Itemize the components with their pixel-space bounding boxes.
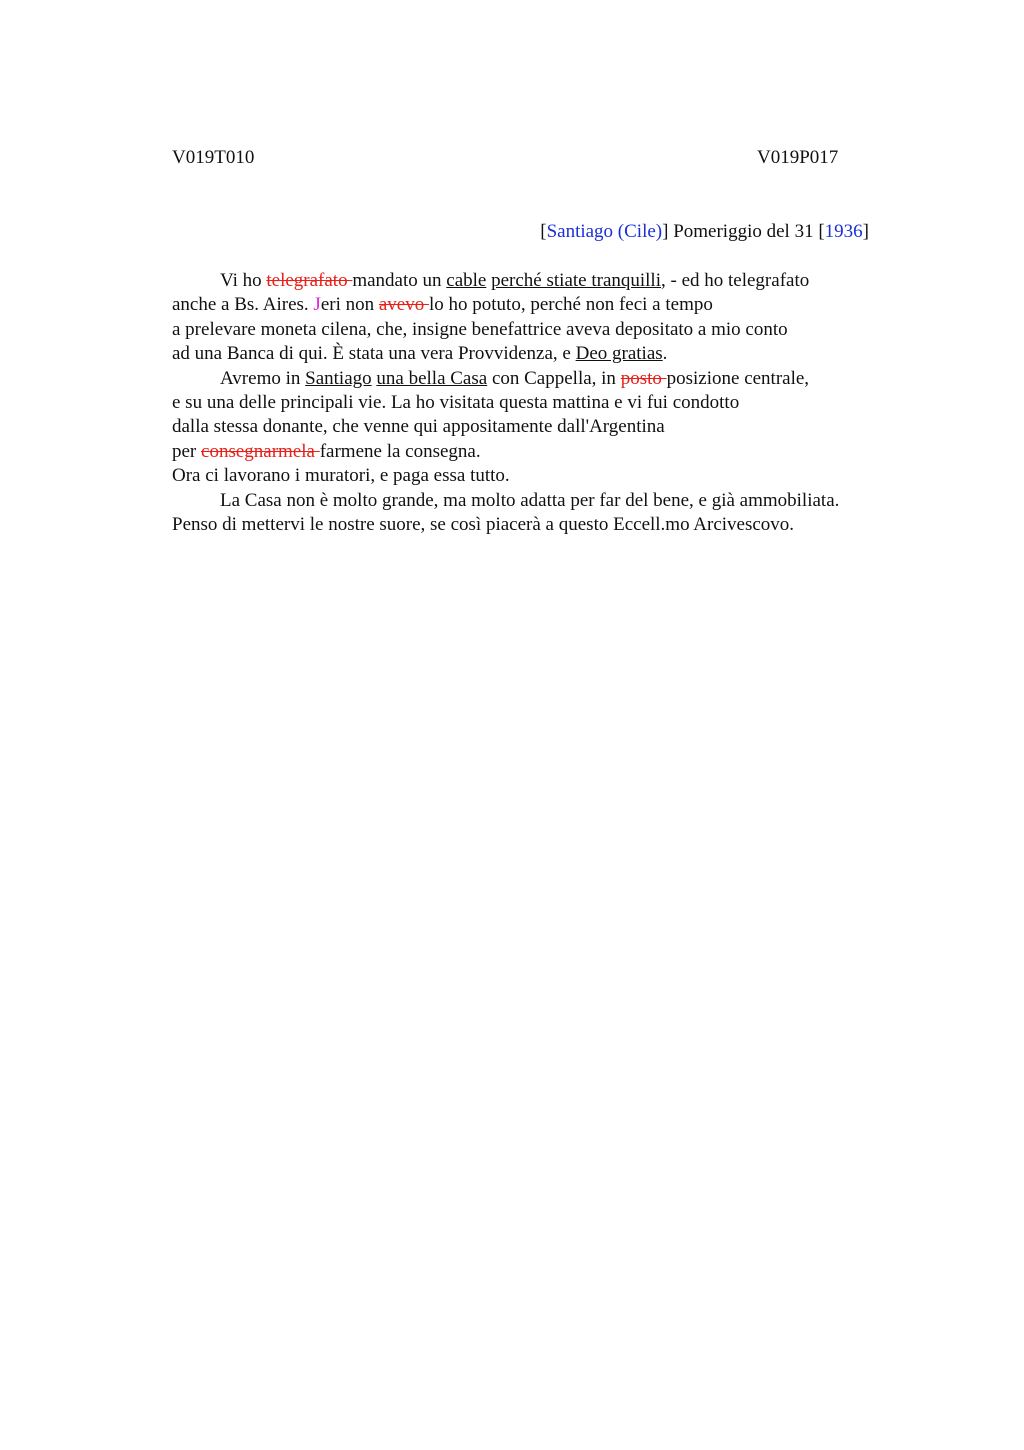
underlined-text: Santiago <box>305 367 372 389</box>
underlined-text: Deo gratias <box>575 343 663 365</box>
bracket-open: [ <box>540 221 547 242</box>
dateline-text: Pomeriggio del 31 <box>668 221 819 242</box>
text-line-8 <box>172 440 932 464</box>
dateline <box>540 220 869 244</box>
text-line-10: La Casa non è molto grande, ma molto adatta per far del bene, e già ammobiliata. <box>220 489 840 511</box>
text-line-3: a prelevare moneta cilena, che, insigne benefattrice aveva depositato a mio conto <box>172 318 788 340</box>
text-line-7: dalla stessa donante, che venne qui appositamente dall'Argentina <box>172 416 665 438</box>
text-line-11: Penso di mettervi le nostre suore, se così piacerà a questo Eccell.mo Arcivescovo. <box>172 513 795 535</box>
text-run: Avremo in <box>220 367 306 389</box>
text-run: mandato un <box>352 270 447 291</box>
deleted-text: consegnarmela <box>201 440 320 462</box>
underlined-text: perché stiate tranquilli <box>491 270 661 291</box>
text-run: ad una Banca di qui. È stata una vera Provvidenza, e <box>172 343 576 365</box>
text-run: per <box>172 440 202 462</box>
text-line-1 <box>172 269 932 293</box>
deleted-text: telegrafato <box>266 270 353 291</box>
text-run: , - ed ho telegrafato <box>661 270 810 291</box>
corrected-letter: J <box>313 294 321 316</box>
text-line-5 <box>172 367 932 391</box>
deleted-text: posto <box>620 367 667 389</box>
document-code-right: V019P017 <box>757 147 839 168</box>
text-run: eri non <box>320 294 379 316</box>
text-line-4 <box>172 342 932 366</box>
document-code-left: V019T010 <box>172 147 255 168</box>
text-run: anche a Bs. Aires. <box>172 294 314 316</box>
year-editorial: 1936 <box>824 221 863 242</box>
bracket-close: ] <box>662 221 669 242</box>
text-line-2 <box>172 293 932 317</box>
text-run: farmene la consegna. <box>319 440 481 462</box>
bracket-open: [ <box>818 221 825 242</box>
bracket-close: ] <box>862 221 869 242</box>
text-run: . <box>662 343 668 365</box>
text-run: posizione centrale, <box>666 367 810 389</box>
text-line-9: Ora ci lavorano i muratori, e paga essa tutto. <box>172 465 510 487</box>
text-run: con Cappella, in <box>487 367 621 389</box>
text-line-6: e su una delle principali vie. La ho visitata questa mattina e vi fui condotto <box>172 391 740 413</box>
deleted-text: avevo <box>378 294 429 316</box>
place-editorial: Santiago (Cile) <box>546 221 663 242</box>
underlined-text: cable <box>446 270 487 291</box>
letter-body <box>172 269 932 537</box>
text-run: lo ho potuto, perché non feci a tempo <box>428 294 713 316</box>
text-run: Vi ho <box>220 270 267 291</box>
underlined-text: una bella Casa <box>376 367 488 389</box>
